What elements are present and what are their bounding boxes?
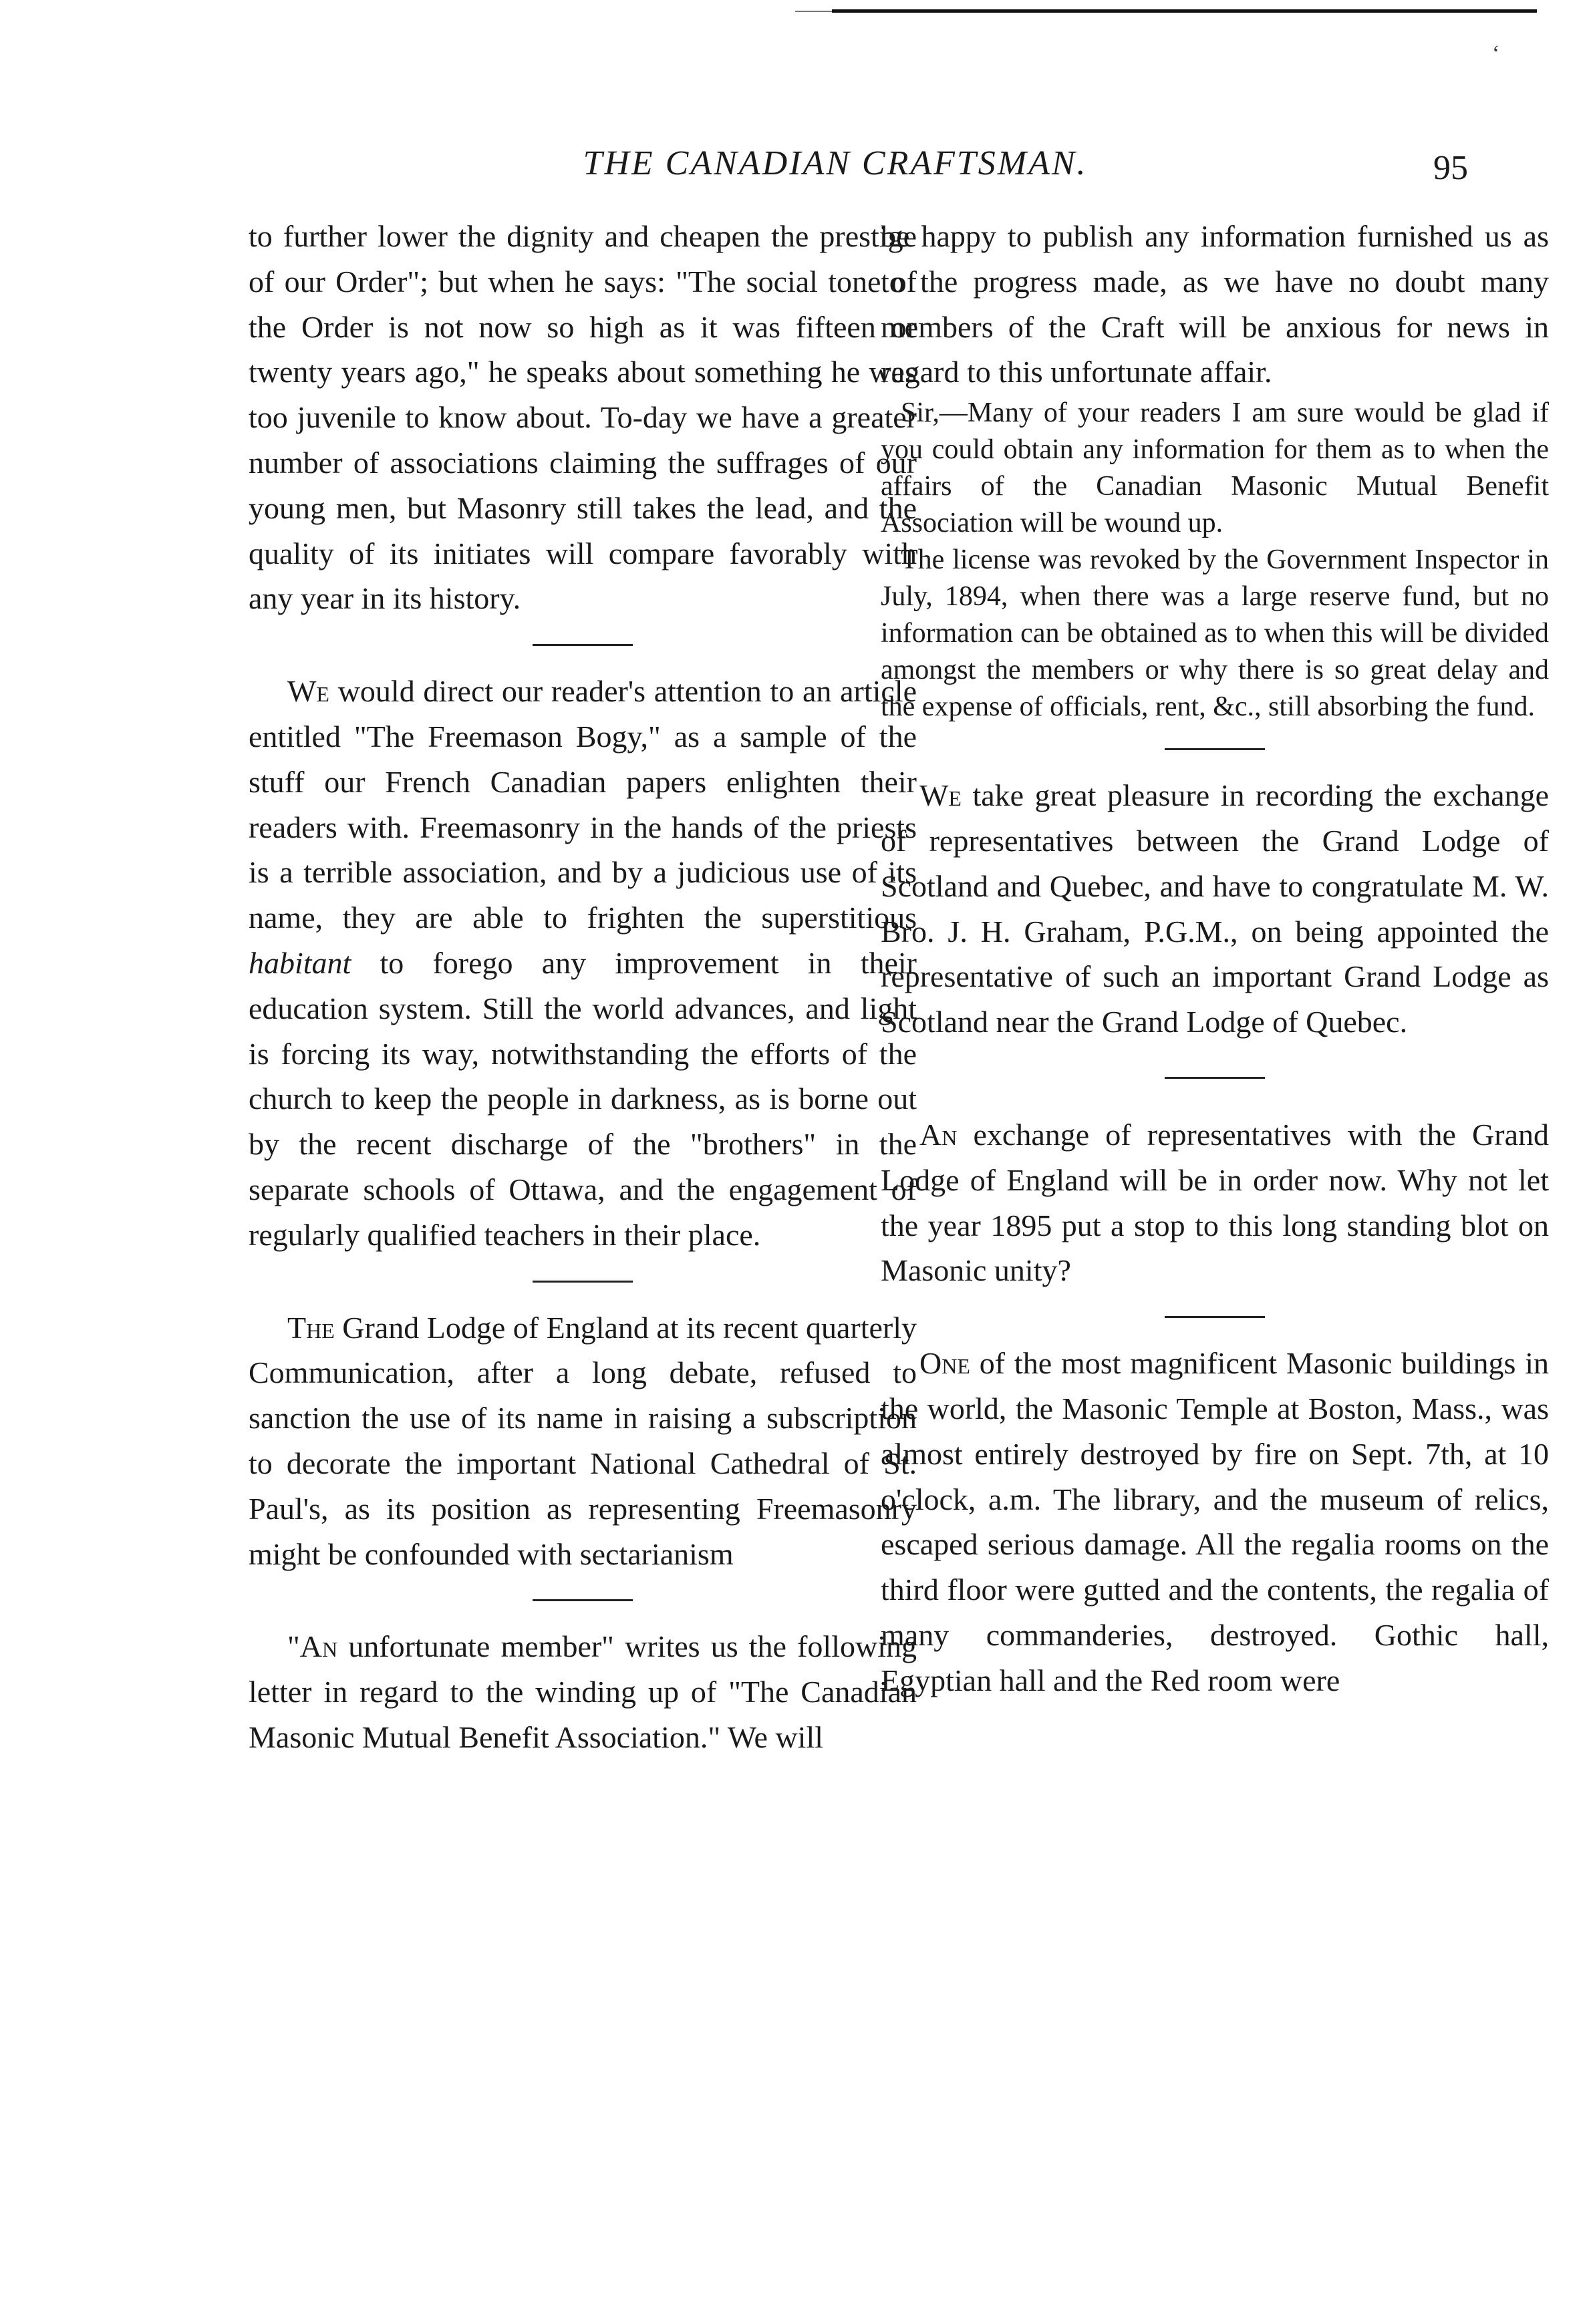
paragraph-freemason-bogy (249, 669, 917, 1257)
lead-word: The (287, 1310, 335, 1345)
paragraph-continuation (881, 214, 1549, 395)
opening-quote: " (287, 1629, 300, 1664)
paragraph-text: be happy to publish any information furnished us as to the progress made, as we have no doubt many members of the Craft will be anxious for news in regard to this unfortunate affair. (881, 219, 1549, 389)
paragraph-text: The license was revoked by the Government Inspector in July, 1894, when there was a large reserve fund, but no information can be obtained as to when this will be divided amongst the members or why there is so great delay and the expense of officials, rent, &c., still absorbing the fund. (881, 544, 1549, 723)
section-divider (533, 644, 633, 646)
right-column (881, 214, 1549, 1703)
paragraph-england-exchange (881, 1112, 1549, 1293)
section-divider (1165, 1077, 1265, 1079)
lead-word: An (299, 1629, 338, 1664)
paragraph-text: to forego any improvement in their education system. Still the world advances, and light is forcing its way, notwithstanding the efforts of the church to keep the people in darkness, as is borne out by the recent discharge of the "brothers" in the separate schools of Ottawa, and the engagement of regularly qualified teachers in their place. (249, 945, 917, 1252)
paragraph-text: of the most magnificent Masonic buildings in the world, the Masonic Temple at Boston, Mass., was almost entirely destroyed by fire on Sept. 7th, at 10 o'clock, a.m. The library, and the museum of relics, escaped serious damage. All the regalia rooms on the third floor were gutted and the contents, the regalia of many commanderies, destroyed. Gothic hall, Egyptian hall and the Red room were (881, 1346, 1549, 1697)
section-divider (533, 1599, 633, 1601)
italic-word: habitant (249, 945, 351, 980)
section-divider (1165, 1316, 1265, 1318)
paragraph-text: Sir,—Many of your readers I am sure would be glad if you could obtain any information for them as to when the affairs of the Canadian Masonic Mutual Benefit Association will be wound up. (881, 397, 1549, 539)
paragraph-text: to further lower the dignity and cheapen the prestige of our Order"; but when he says: "The social tone of the Order is not now so high as it was fifteen or twenty years ago," he speaks about something he was too juvenile to know about. To-day we have a greater number of associations claiming the suffrages of our young men, but Masonry still takes the lead, and the quality of its initiates will compare favorably with any year in its history. (249, 219, 917, 616)
lead-word: An (919, 1117, 958, 1152)
quoted-letter (881, 395, 1549, 725)
left-column (249, 214, 917, 1760)
top-rule (832, 9, 1537, 13)
margin-mark: ‘ (1492, 41, 1500, 66)
paragraph-text: unfortunate member" writes us the following letter in regard to the winding up of "The Canadian Masonic Mutual Benefit Association." We will (249, 1629, 917, 1754)
paragraph-text: take great pleasure in recording the exchange of representatives between the Grand Lodge of Scotland and Quebec, and have to congratulate M. W. Bro. J. H. Graham, P.G.M., on being appointed the representative of such an important Grand Lodge as Scotland near the Grand Lodge of Quebec. (881, 778, 1549, 1039)
running-title: THE CANADIAN CRAFTSMAN. (583, 144, 1088, 182)
paragraph-text: would direct our reader's attention to an article entitled "The Freemason Bogy," as a sample of the stuff our French Canadian papers enlighten their readers with. Freemasonry in the hands of the priests is a terrible association, and by a judicious use of its name, they are able to frighten the superstitious (249, 674, 917, 935)
paragraph-boston-temple (881, 1341, 1549, 1703)
letter-paragraph (881, 542, 1549, 725)
paragraph-text: exchange of representatives with the Grand Lodge of England will be in order now. Why not let the year 1895 put a stop to this long standing blot on Masonic unity? (881, 1117, 1549, 1288)
lead-word: We (919, 778, 962, 813)
paragraph-grand-lodge-england (249, 1305, 917, 1577)
letter-paragraph (881, 395, 1549, 542)
lead-word: We (287, 674, 329, 709)
paragraph-text: Grand Lodge of England at its recent quarterly Communication, after a long debate, refused to sanction the use of its name in raising a subscription to decorate the important National Cathedral of St. Paul's, as its position as representing Freemasonry might be confounded with sectarianism (249, 1310, 917, 1571)
section-divider (1165, 748, 1265, 750)
top-rule-fade (795, 11, 835, 12)
paragraph-unfortunate-member (249, 1624, 917, 1760)
paragraph-scotland-exchange (881, 773, 1549, 1045)
page-number: 95 (1433, 149, 1468, 187)
section-divider (533, 1281, 633, 1283)
paragraph-social-tone (249, 214, 917, 621)
lead-word: One (919, 1346, 970, 1381)
